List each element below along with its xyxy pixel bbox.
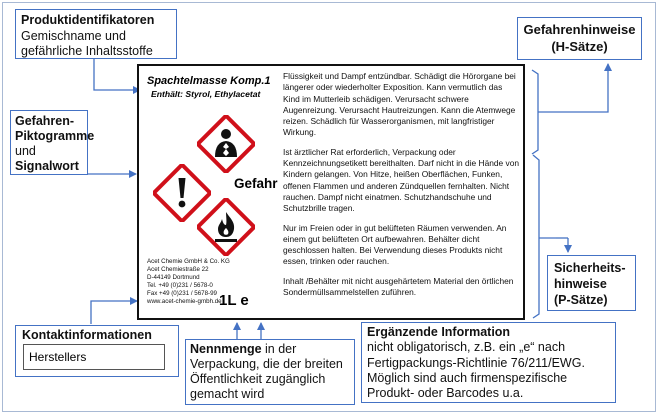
- label-ingredients: Enthält: Styrol, Ethylacetat: [151, 89, 261, 99]
- label-hazard-statements: Flüssigkeit und Dampf entzündbar. Schädigt die Hörorgane bei längerer oder wiederholter Exposition. Kann vermutlich das Kind im Mutterleib schädigen. Verursacht schwere Augenreizung. Verursacht Hautreizungen. Kann die Atemwege reizen. Schädlich für Wasserorganismen, mit langfristiger Wirkung.: [283, 71, 516, 138]
- label-statements: [283, 71, 521, 306]
- label-precaution-2: Nur im Freien oder in gut belüfteten Räumen verwenden. An einem gut belüfteten Ort aufbewahren. Behälter dicht geschlossen halten. Bei Verwendung dieses Produkts nicht essen, trinken oder rauchen.: [283, 222, 507, 267]
- sample-label: [137, 64, 525, 320]
- label-left-column: [139, 66, 277, 318]
- company-line: Tel. +49 (0)231 / 5678-0: [147, 282, 213, 289]
- connector-hazard: [538, 64, 608, 112]
- contact-overlay-text: Herstellers: [23, 344, 165, 370]
- label-precaution-3: Inhalt /Behälter mit nicht ausgehärtetem Material den örtlichen Sondermüllsammelstellen zuführen.: [283, 275, 514, 298]
- precautionary-line1: Sicherheits-: [554, 261, 626, 275]
- connector-product-id: [94, 58, 140, 90]
- product-identifiers-heading: Produktidentifikatoren: [21, 13, 155, 27]
- hazard-statements-heading: Gefahrenhinweise: [523, 22, 636, 37]
- callout-precautionary: [547, 255, 636, 311]
- label-company-block: [147, 258, 230, 306]
- pictograms-line1: Gefahren-: [15, 114, 75, 128]
- company-line: www.acet-chemie-gmbh.de: [147, 298, 222, 305]
- label-precaution-1: Ist ärztlicher Rat erforderlich, Verpackung oder Kennzeichnungsetikett bereithalten. Darf nicht in die Hände von Kindern gelangen. Von Hitze, heißen Oberflächen, Funken, offenen Flammen und anderen Zündquellen fernhalten. Nicht rauchen. Dampf nicht einatmen. Schutzhandschuhe und Schutzbrille tragen.: [283, 146, 520, 214]
- hazard-statements-sub: (H-Sätze): [551, 39, 608, 54]
- nominal-quantity-heading: Nennmenge: [190, 342, 262, 356]
- pictograms-line3: und: [15, 144, 36, 158]
- supplementary-heading: Ergänzende Information: [367, 325, 511, 339]
- label-signal-word: Gefahr: [234, 176, 278, 191]
- company-line: Acet Chemie GmbH & Co. KG: [147, 258, 230, 265]
- flame-pictogram-icon: [197, 198, 255, 256]
- contact-heading: Kontaktinformationen: [22, 328, 152, 342]
- callout-product-identifiers: [15, 9, 177, 59]
- callout-supplementary: [361, 322, 616, 403]
- nominal-quantity-body: in der Verpackung, die der breiten Öffentlichkeit zugänglich gemacht wird: [190, 342, 343, 401]
- precautionary-line3: (P-Sätze): [554, 293, 608, 307]
- label-quantity: 1L e: [219, 292, 249, 309]
- company-line: Fax +49 (0)231 / 5678-99: [147, 290, 217, 297]
- precautionary-line2: hinweise: [554, 277, 607, 291]
- supplementary-body: nicht obligatorisch, z.B. ein „e“ nach Fertigpackungs-Richtlinie 76/211/EWG. Möglich sind auch firmenspezifische Produkt- oder Barcodes u.a.: [367, 340, 585, 401]
- pictograms-line2: Piktogramme: [15, 129, 95, 143]
- pictograms-line4: Signalwort: [15, 159, 79, 173]
- connector-hazard-bracket: [532, 70, 538, 154]
- label-product-name: Spachtelmasse Komp.1: [147, 75, 271, 87]
- connector-precaution-bracket: [533, 155, 539, 318]
- callout-nominal-quantity: [185, 339, 355, 405]
- product-identifiers-body: Gemischname und gefährliche Inhaltsstoffe: [21, 28, 153, 58]
- company-line: Acet Chemiestraße 22: [147, 266, 209, 273]
- connector-contact: [91, 301, 137, 324]
- callout-pictograms: [10, 110, 95, 175]
- callout-hazard-statements: [517, 17, 642, 60]
- company-line: D-44149 Dortmund: [147, 274, 200, 281]
